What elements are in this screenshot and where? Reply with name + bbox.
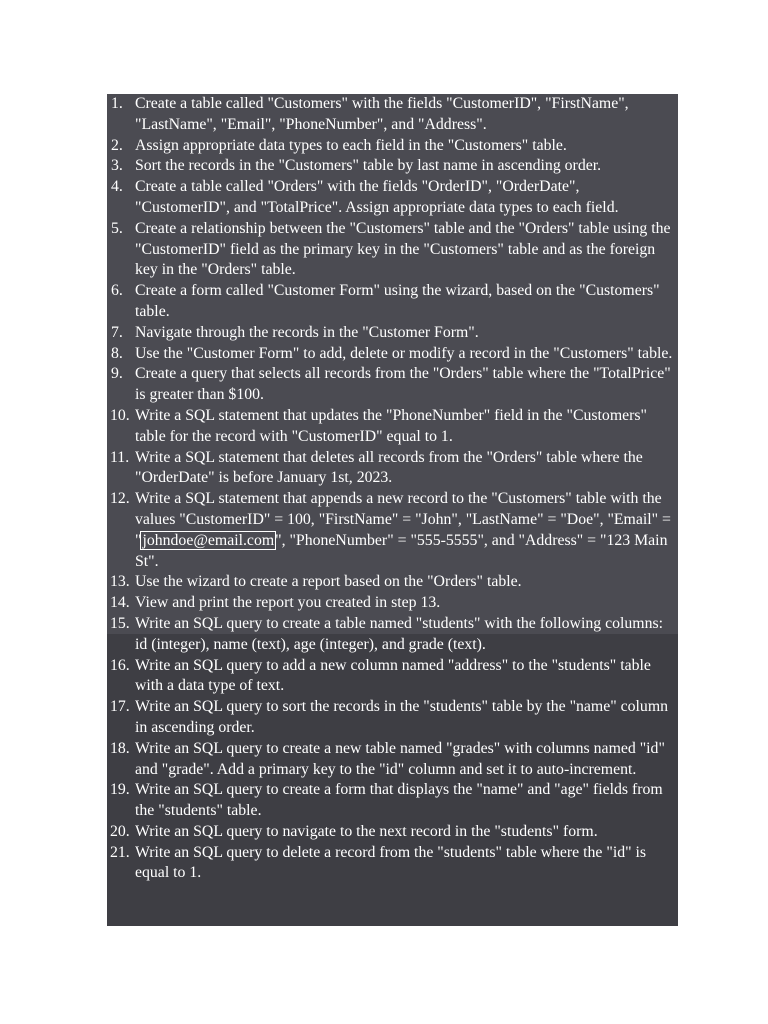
list-item bbox=[107, 593, 678, 614]
item-number: 3. bbox=[111, 157, 123, 175]
list-item bbox=[107, 780, 678, 822]
item-text: Create a table called "Orders" with the fields "OrderID", "OrderDate", "CustomerID", and "TotalPrice". Assign appropriate data types to each field. bbox=[135, 178, 619, 216]
item-number: 18. bbox=[110, 739, 130, 757]
item-text: View and print the report you created in step 13. bbox=[135, 594, 441, 612]
item-text: Write an SQL query to add a new column named "address" to the "students" table with a data type of text. bbox=[135, 656, 651, 695]
list-item bbox=[107, 489, 678, 572]
item-number: 16. bbox=[110, 656, 130, 674]
item-text: Sort the records in the "Customers" table by last name in ascending order. bbox=[135, 157, 602, 175]
item-text: Write a SQL statement that updates the "PhoneNumber" field in the "Customers" table for the record with "CustomerID" equal to 1. bbox=[135, 406, 647, 445]
list-item bbox=[107, 177, 678, 219]
list-item bbox=[107, 448, 678, 490]
item-number: 9. bbox=[111, 365, 123, 383]
list-item bbox=[107, 94, 678, 136]
item-text: Create a relationship between the "Customers" table and the "Orders" table using the "CustomerID" field as the primary key in the "Customers" table and as the foreign key in the "Orders" table. bbox=[135, 219, 671, 279]
list-item bbox=[107, 572, 678, 593]
item-text: Assign appropriate data types to each field in the "Customers" table. bbox=[135, 136, 567, 154]
list-item bbox=[107, 364, 678, 406]
item-number: 17. bbox=[110, 698, 130, 716]
item-text: Use the "Customer Form" to add, delete or modify a record in the "Customers" table. bbox=[135, 344, 673, 362]
list-item bbox=[107, 219, 678, 281]
item-text-continued: ", "PhoneNumber" = "555-5555", and "Address" = "123 Main St". bbox=[135, 531, 668, 570]
item-number: 1. bbox=[111, 95, 123, 112]
item-text: Write an SQL query to sort the records in the "students" table by the "name" column in ascending order. bbox=[135, 698, 669, 736]
item-number: 20. bbox=[110, 822, 130, 840]
item-number: 6. bbox=[111, 282, 123, 300]
item-number: 19. bbox=[110, 781, 130, 799]
list-item bbox=[107, 406, 678, 448]
item-number: 21. bbox=[110, 843, 130, 861]
item-text: Create a table called "Customers" with the fields "CustomerID", "FirstName", "LastName", "Email", "PhoneNumber", and "Address". bbox=[135, 95, 629, 133]
list-item bbox=[107, 843, 678, 885]
item-text: Write an SQL query to create a new table named "grades" with columns named "id" and "grade". Add a primary key to the "id" column and set it to auto-increment. bbox=[135, 739, 665, 778]
list-item bbox=[107, 156, 678, 177]
list-item bbox=[107, 656, 678, 698]
item-number: 10. bbox=[110, 406, 130, 424]
item-number: 4. bbox=[111, 178, 123, 196]
item-number: 12. bbox=[110, 490, 130, 508]
item-number: 14. bbox=[110, 594, 130, 612]
item-text: Create a form called "Customer Form" using the wizard, based on the "Customers" table. bbox=[135, 282, 660, 320]
email-link[interactable]: johndoe@email.com bbox=[142, 531, 275, 549]
item-number: 15. bbox=[110, 614, 130, 632]
item-number: 11. bbox=[110, 448, 130, 466]
item-text: Navigate through the records in the "Customer Form". bbox=[135, 323, 479, 341]
item-number: 2. bbox=[111, 136, 123, 154]
list-item bbox=[107, 739, 678, 781]
item-text: Write an SQL query to create a table named "students" with the following columns: id (integer), name (text), age (integer), and grade (text). bbox=[135, 614, 664, 653]
instruction-list bbox=[107, 94, 678, 884]
item-number: 13. bbox=[110, 573, 130, 591]
list-item bbox=[107, 697, 678, 739]
list-item bbox=[107, 344, 678, 365]
item-text: Use the wizard to create a report based on the "Orders" table. bbox=[135, 573, 522, 591]
list-item bbox=[107, 281, 678, 323]
item-text: Write a SQL statement that appends a new record to the "Customers" table with the values "CustomerID" = 100, "FirstName" = "John", "LastName" = "Doe", "Email" = " bbox=[135, 490, 671, 549]
document-panel bbox=[107, 94, 678, 926]
item-number: 8. bbox=[111, 344, 123, 362]
item-text: Write an SQL query to create a form that displays the "name" and "age" fields from the "students" table. bbox=[135, 781, 663, 820]
item-text: Write a SQL statement that deletes all records from the "Orders" table where the "OrderDate" is before January 1st, 2023. bbox=[135, 448, 643, 487]
list-item bbox=[107, 323, 678, 344]
item-text: Write an SQL query to navigate to the next record in the "students" form. bbox=[135, 822, 598, 840]
item-number: 7. bbox=[111, 323, 123, 341]
list-item bbox=[107, 822, 678, 843]
item-text: Write an SQL query to delete a record from the "students" table where the "id" is equal to 1. bbox=[135, 843, 647, 882]
item-number: 5. bbox=[111, 219, 123, 237]
list-item bbox=[107, 136, 678, 157]
item-text: Create a query that selects all records from the "Orders" table where the "TotalPrice" is greater than $100. bbox=[135, 365, 671, 404]
list-item bbox=[107, 614, 678, 656]
